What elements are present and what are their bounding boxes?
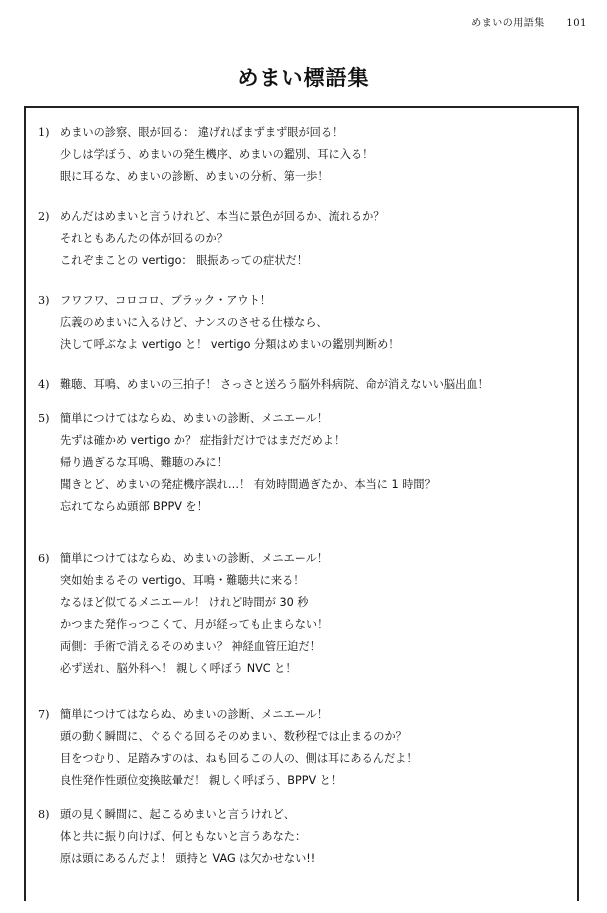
section-number: 7) <box>38 708 50 721</box>
slogan-section-1 <box>38 122 567 188</box>
section-line: 難聴、耳鳴、めまいの三拍子！ さっさと送ろう脳外科病院、命が消えないい脳出血！ <box>60 378 489 391</box>
slogan-section-6 <box>38 548 567 680</box>
section-line: 両側：手術で消えるそのめまい？ 神経血管圧迫だ！ <box>60 640 321 653</box>
section-line: 眼に耳るな、めまいの診断、めまいの分析、第一歩！ <box>60 170 329 183</box>
header-title: めまいの用語集 <box>471 18 545 29</box>
slogan-section-5 <box>38 408 567 518</box>
section-line: それともあんたの体が回るのか？ <box>60 232 228 245</box>
section-line: 簡単につけてはならぬ、めまいの診断、メニエール！ <box>60 708 329 721</box>
section-number: 5) <box>38 412 50 425</box>
section-number: 6) <box>38 552 50 565</box>
section-number: 4) <box>38 378 50 391</box>
page-title: めまい標語集 <box>237 66 370 90</box>
section-line: めんだはめまいと言うけれど、本当に景色が回るか、流れるか？ <box>60 210 385 223</box>
section-number: 2) <box>38 210 50 223</box>
section-line: これぞまことの vertigo： 眼振あっての症状だ！ <box>60 254 308 267</box>
section-line: 簡単につけてはならぬ、めまいの診断、メニエール！ <box>60 552 329 565</box>
section-line: 少しは学ぼう、めまいの発生機序、めまいの鑑別、耳に入る！ <box>60 148 374 161</box>
slogan-section-7 <box>38 704 567 792</box>
section-number: 3) <box>38 294 50 307</box>
section-line: かつまた発作っつこくて、月が経っても止まらない！ <box>60 618 329 631</box>
section-line: 頭の見く瞬間に、起こるめまいと言うけれど、 <box>60 808 295 821</box>
slogan-section-8 <box>38 804 567 870</box>
section-line: 忘れてならぬ頭部 BPPV を！ <box>60 500 208 513</box>
section-line: 先ずは確かめ vertigo か？ 症指針だけではまだだめよ！ <box>60 434 346 447</box>
section-line: 決して呼ぶなよ vertigo と！ vertigo 分類はめまいの鑑別判断め！ <box>60 338 400 351</box>
section-line: 良性発作性頭位変換眩暈だ！ 親しく呼ぼう、BPPV と！ <box>60 774 343 787</box>
section-line: 簡単につけてはならぬ、めまいの診断、メニエール！ <box>60 412 329 425</box>
slogan-section-4 <box>38 374 567 396</box>
page-number: 101 <box>566 18 587 29</box>
section-number: 1) <box>38 126 50 139</box>
section-line: 帰り過ぎるな耳鳴、難聴のみに！ <box>60 456 228 469</box>
slogan-section-3 <box>38 290 567 356</box>
section-line: 原は頭にあるんだよ！ 頭持と VAG は欠かせない!! <box>60 852 316 865</box>
section-line: めまいの診察、眼が回る： 違げればまずまず眼が回る！ <box>60 126 344 139</box>
section-number: 8) <box>38 808 50 821</box>
section-line: 必ず送れ、脳外科へ！ 親しく呼ぼう NVC と！ <box>60 662 297 675</box>
section-line: 頭の動く瞬間に、ぐるぐる回るそのめまい、数秒程では止まるのか？ <box>60 730 407 743</box>
section-line: フワフワ、コロコロ、ブラック・アウト！ <box>60 294 271 307</box>
slogan-box <box>24 106 579 901</box>
running-header <box>471 14 587 29</box>
section-line: 突如始まるその vertigo、耳鳴・難聴共に来る！ <box>60 574 305 587</box>
slogan-section-2 <box>38 206 567 272</box>
section-line: 体と共に振り向けば、何ともないと言うあなた： <box>60 830 307 843</box>
section-line: 目をつむり、足踏みすのは、ねも回るこの人の、側は耳にあるんだよ！ <box>60 752 418 765</box>
section-line: 広義のめまいに入るけど、ナンスのさせる仕様なら、 <box>60 316 328 329</box>
section-line: なるほど似てるメニエール！ けれど時間が 30 秒 <box>60 596 309 609</box>
section-line: 聞きとど、めまいの発症機序誤れ…！ 有効時間過ぎたか、本当に 1 時間？ <box>60 478 436 491</box>
